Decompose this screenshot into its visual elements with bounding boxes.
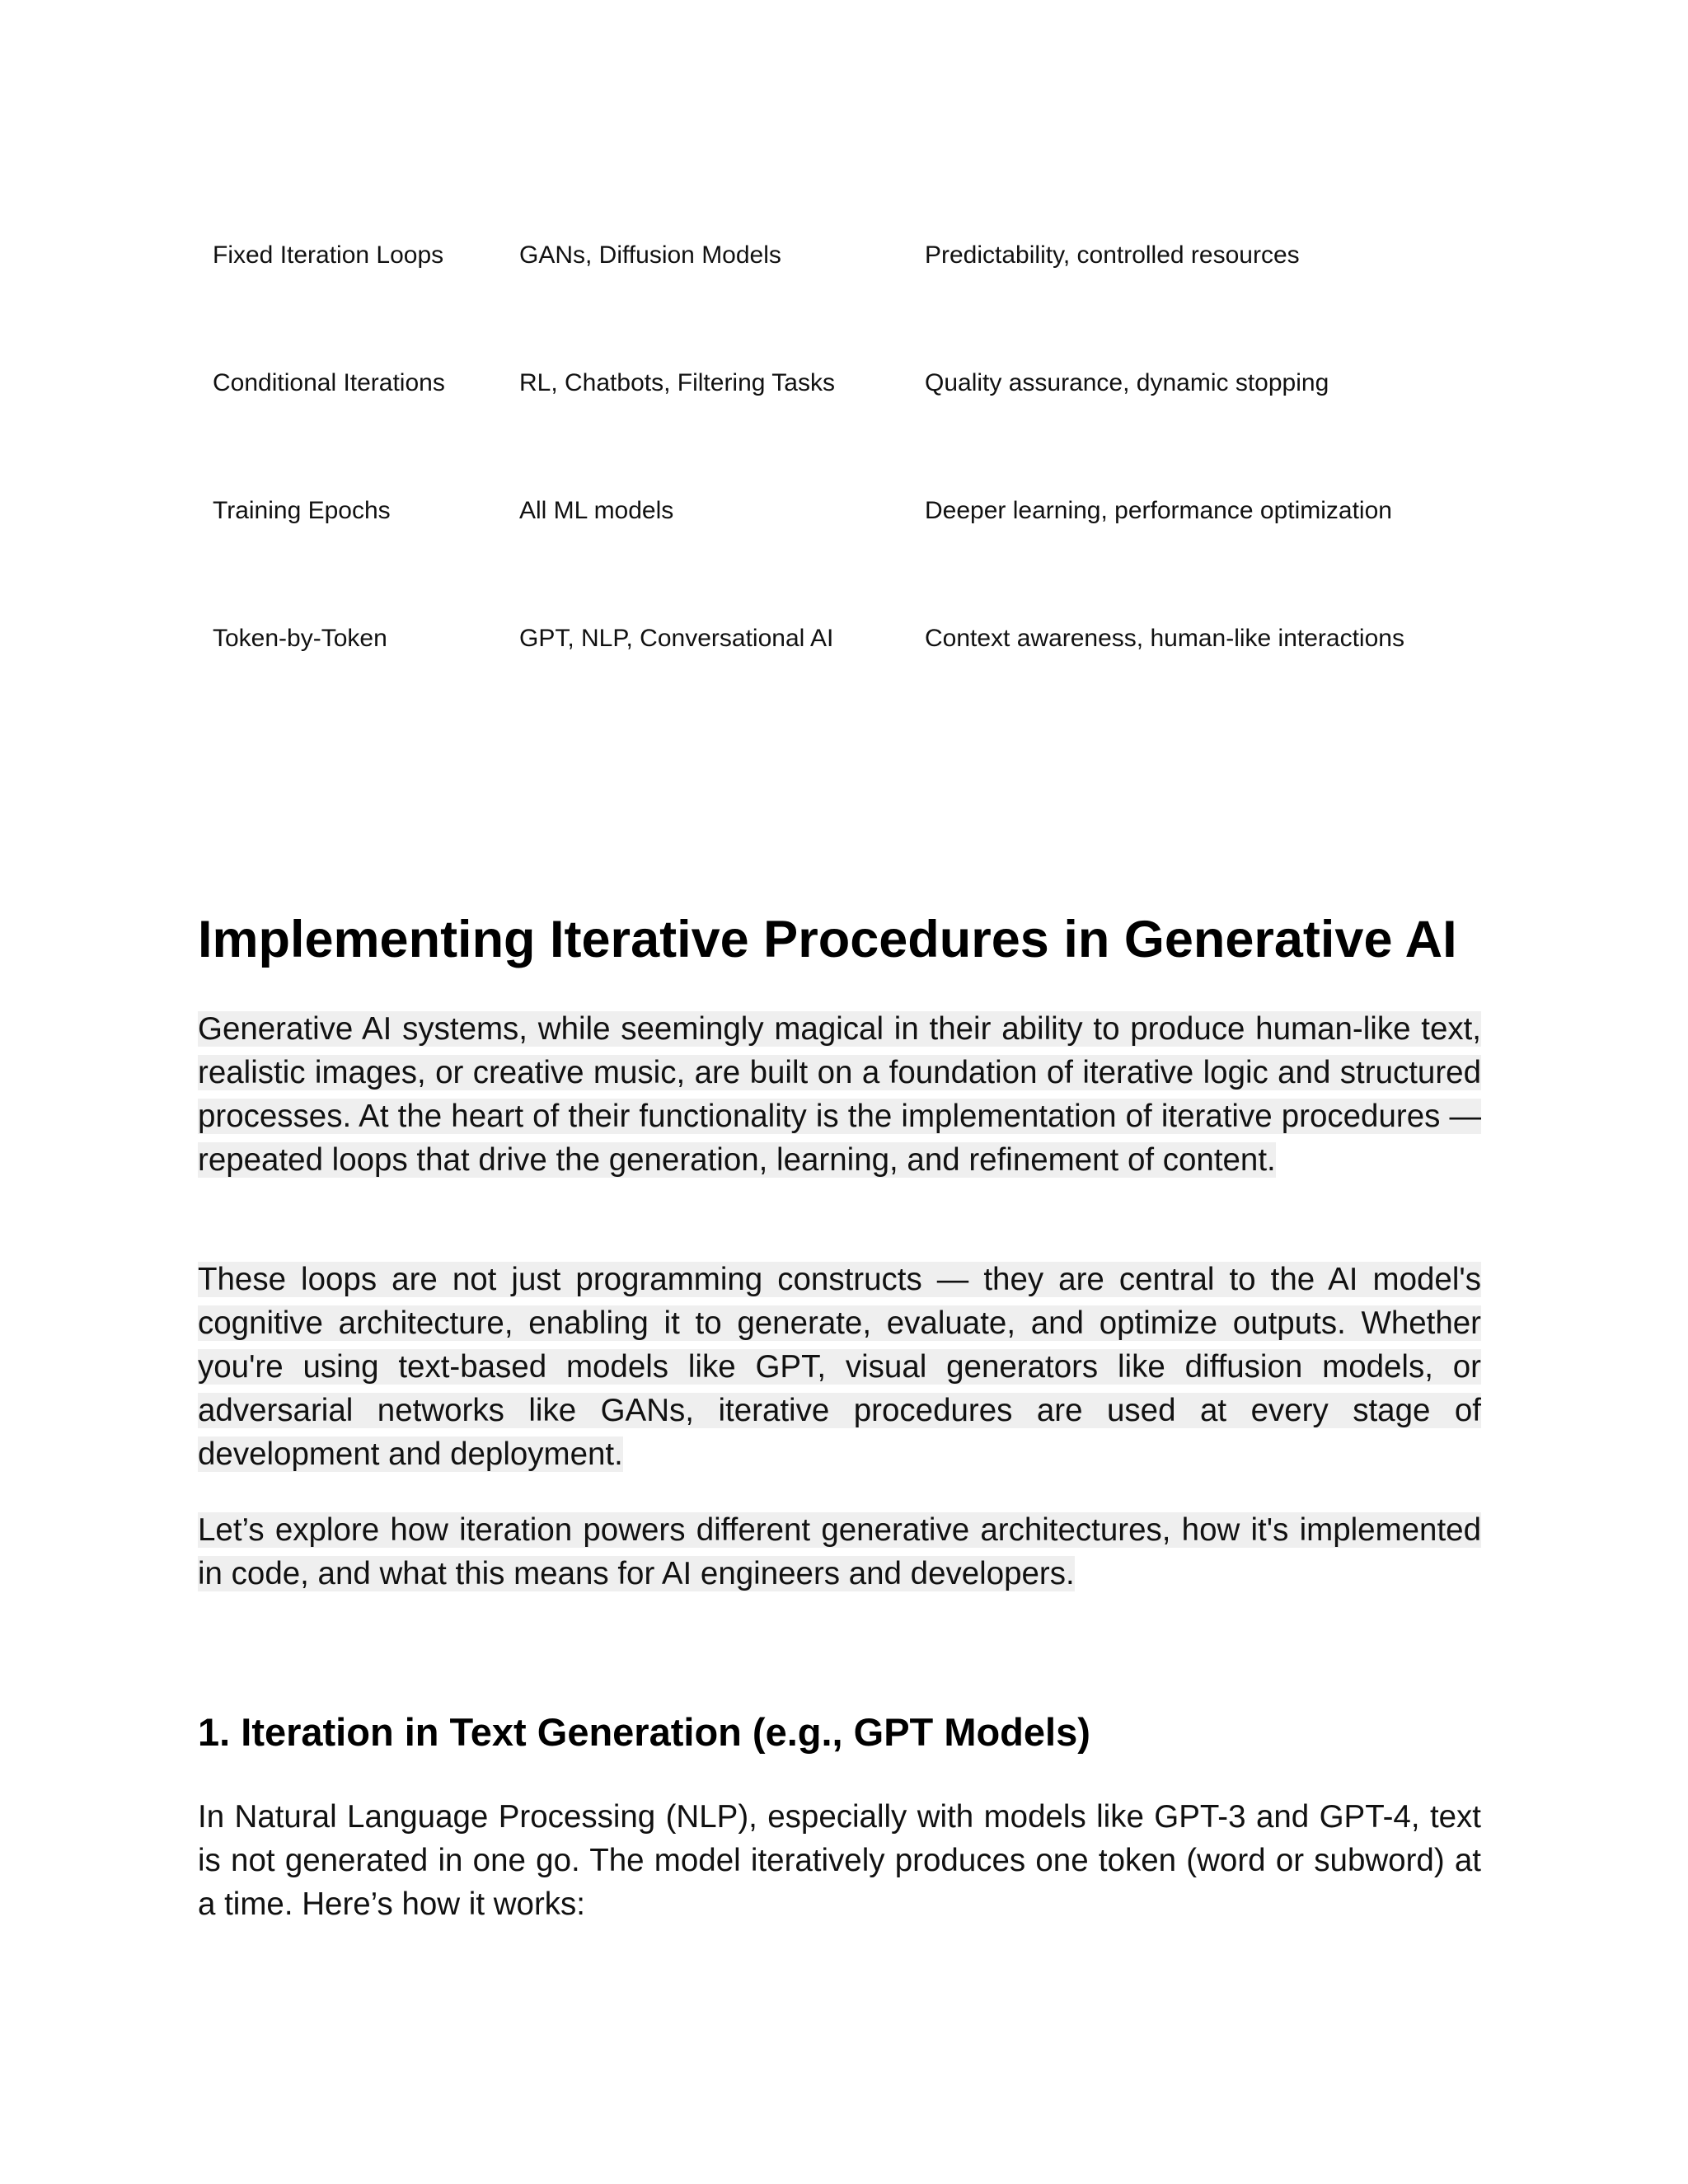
table-cell-models: GANs, Diffusion Models (519, 241, 781, 269)
highlighted-text: Generative AI systems, while seemingly magical in their ability to produce human-like text, realistic images, or creative music, are built on a foundation of iterative logic and structured processes. At the heart of their functionality is the implementation of iterative procedures — repeated loops that drive the generation, learning, and refinement of content. (198, 1011, 1481, 1178)
table-cell-technique: Token-by-Token (213, 625, 387, 652)
intro-paragraph (198, 1007, 1481, 1182)
comparison-table (213, 239, 1465, 750)
highlighted-text: Let’s explore how iteration powers different generative architectures, how it's implemented in code, and what this means for AI engineers and developers. (198, 1512, 1481, 1591)
table-cell-benefits: Context awareness, human-like interactions (925, 625, 1404, 652)
table-cell-models: RL, Chatbots, Filtering Tasks (519, 369, 835, 396)
section-heading: Implementing Iterative Procedures in Generative AI (198, 911, 1457, 968)
highlighted-text: These loops are not just programming constructs — they are central to the AI model's cognitive architecture, enabling it to generate, evaluate, and optimize outputs. Whether you're using text-based models like GPT, visual generators like diffusion models, or adversarial networks like GANs, iterative procedures are used at every stage of development and deployment. (198, 1262, 1481, 1472)
table-cell-benefits: Quality assurance, dynamic stopping (925, 369, 1329, 396)
table-cell-benefits: Deeper learning, performance optimization (925, 497, 1392, 524)
table-cell-benefits: Predictability, controlled resources (925, 241, 1300, 269)
table-row (213, 367, 1465, 494)
explore-paragraph (198, 1508, 1481, 1596)
table-row (213, 622, 1465, 750)
table-row (213, 494, 1465, 622)
table-cell-technique: Training Epochs (213, 497, 391, 524)
table-cell-technique: Fixed Iteration Loops (213, 241, 444, 269)
table-cell-models: GPT, NLP, Conversational AI (519, 625, 834, 652)
table-cell-models: All ML models (519, 497, 674, 524)
subsection-heading: 1. Iteration in Text Generation (e.g., GPT Models) (198, 1710, 1090, 1754)
table-cell-technique: Conditional Iterations (213, 369, 445, 396)
loops-paragraph (198, 1258, 1481, 1476)
table-row (213, 239, 1465, 367)
subsection-paragraph: In Natural Language Processing (NLP), especially with models like GPT-3 and GPT-4, text is not generated in one go. The model iteratively produces one token (word or subword) at a time. Here’s how it works: (198, 1799, 1481, 1922)
